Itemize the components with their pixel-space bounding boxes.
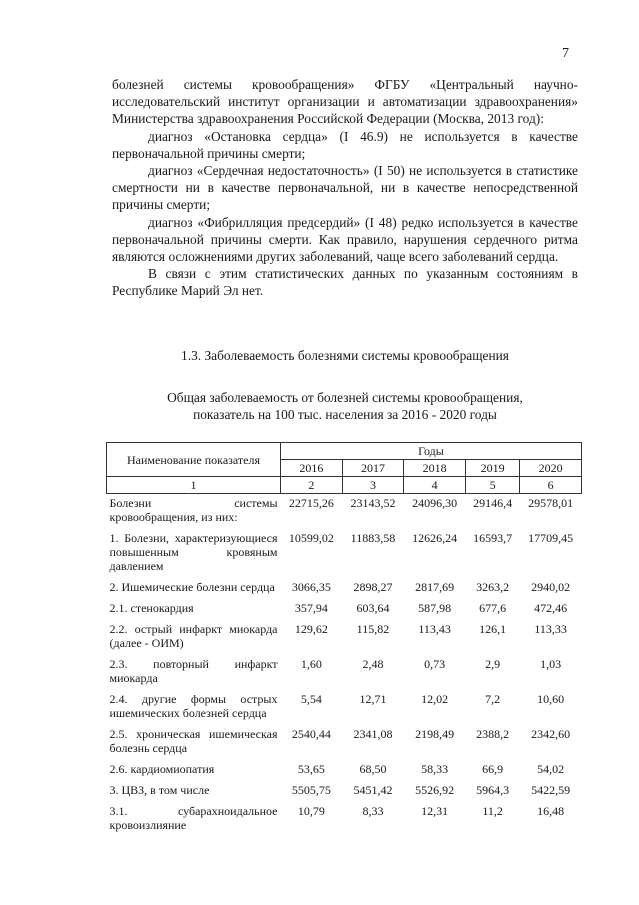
header-indicator-name: Наименование показателя [107, 443, 281, 477]
column-number: 3 [342, 477, 404, 494]
paragraph: диагноз «Остановка сердца» (I 46.9) не используется в качестве первоначальной причины смерти; [112, 128, 578, 161]
row-value: 12626,24 [412, 531, 458, 545]
paragraph: В связи с этим статистических данных по указанным состояниям в Республике Марий Эл нет. [112, 266, 578, 299]
body-text [112, 76, 578, 300]
table-row [107, 802, 582, 837]
header-year: 2017 [342, 460, 404, 477]
table-row [107, 655, 582, 690]
row-value: 11,2 [482, 804, 503, 818]
row-value: 5505,75 [291, 783, 331, 797]
row-value: 587,98 [418, 601, 452, 615]
row-value: 0,73 [424, 657, 446, 671]
header-year: 2020 [520, 460, 582, 477]
row-value: 29578,01 [528, 496, 574, 510]
row-value: 66,9 [482, 762, 504, 776]
row-value: 2388,2 [476, 727, 510, 741]
row-value: 603,64 [356, 601, 390, 615]
table-row [107, 725, 582, 760]
row-name: 2.4. другие формы острых ишемических болезней сердца [109, 692, 278, 720]
row-value: 10599,02 [288, 531, 334, 545]
row-value: 3066,35 [291, 580, 331, 594]
row-value: 12,31 [421, 804, 449, 818]
row-name: 2.2. острый инфаркт миокарда (далее - ОИМ) [109, 622, 278, 650]
section-heading: 1.3. Заболеваемость болезнями системы кровообращения [181, 348, 509, 363]
row-value: 357,94 [294, 601, 328, 615]
row-value: 113,33 [534, 622, 567, 636]
table-row [107, 578, 582, 599]
row-value: 126,1 [479, 622, 507, 636]
table-row [107, 781, 582, 802]
row-value: 10,60 [537, 692, 565, 706]
row-name: 2.1. стенокардия [109, 601, 194, 615]
row-value: 10,79 [297, 804, 325, 818]
row-value: 54,02 [537, 762, 565, 776]
table-row [107, 599, 582, 620]
row-value: 5,54 [300, 692, 322, 706]
row-value: 11883,58 [350, 531, 396, 545]
row-value: 3263,2 [476, 580, 510, 594]
table-row [107, 690, 582, 725]
table-row [107, 760, 582, 781]
paragraph: диагноз «Сердечная недостаточность» (I 50) не используется в статистике смертности ни в качестве первоначальной, ни в качестве непосредственной причины смерти; [112, 163, 578, 213]
row-value: 22715,26 [288, 496, 334, 510]
row-value: 58,33 [421, 762, 449, 776]
row-value: 2540,44 [291, 727, 331, 741]
page-number: 7 [562, 46, 569, 61]
row-value: 2,48 [362, 657, 384, 671]
row-value: 2,9 [485, 657, 501, 671]
column-number: 5 [465, 477, 519, 494]
table-row [107, 620, 582, 655]
row-value: 68,50 [359, 762, 387, 776]
row-name: 2.5. хроническая ишемическая болезнь сердца [109, 727, 278, 755]
row-name: 3. ЦВЗ, в том числе [109, 783, 210, 797]
row-value: 16593,7 [473, 531, 513, 545]
header-year: 2018 [404, 460, 466, 477]
column-number: 1 [107, 477, 281, 494]
row-value: 12,71 [359, 692, 387, 706]
row-value: 5964,3 [476, 783, 510, 797]
column-number: 4 [404, 477, 466, 494]
row-value: 53,65 [297, 762, 325, 776]
column-number: 2 [281, 477, 343, 494]
row-name: 1. Болезни, характеризующиеся повышенным кровяным давлением [109, 531, 278, 573]
row-value: 12,02 [421, 692, 449, 706]
row-value: 2817,69 [415, 580, 455, 594]
row-value: 7,2 [485, 692, 501, 706]
row-value: 472,46 [534, 601, 568, 615]
header-year: 2016 [281, 460, 343, 477]
column-number: 6 [520, 477, 582, 494]
row-name: Болезни системы кровообращения, из них: [109, 496, 278, 524]
header-years: Годы [281, 443, 582, 460]
table-title-line: Общая заболеваемость от болезней системы кровообращения, [167, 390, 523, 405]
row-value: 115,82 [356, 622, 390, 636]
morbidity-table [106, 442, 582, 837]
row-value: 5451,42 [353, 783, 393, 797]
row-value: 129,62 [294, 622, 328, 636]
row-name: 2. Ишемические болезни сердца [109, 580, 275, 594]
row-value: 1,60 [300, 657, 322, 671]
table-row [107, 494, 582, 530]
row-value: 2198,49 [415, 727, 455, 741]
table-title-line: показатель на 100 тыс. населения за 2016 - 2020 годы [193, 407, 497, 422]
row-value: 2898,27 [353, 580, 393, 594]
row-value: 24096,30 [412, 496, 458, 510]
row-value: 2342,60 [531, 727, 571, 741]
row-value: 29146,4 [473, 496, 513, 510]
row-value: 5526,92 [415, 783, 455, 797]
header-year: 2019 [465, 460, 519, 477]
row-value: 1,03 [540, 657, 562, 671]
table-body [107, 494, 582, 838]
row-value: 23143,52 [350, 496, 396, 510]
row-value: 16,48 [537, 804, 565, 818]
row-name: 2.6. кардиомиопатия [109, 762, 215, 776]
row-value: 2341,08 [353, 727, 393, 741]
row-value: 2940,02 [531, 580, 571, 594]
table-row [107, 529, 582, 578]
row-value: 8,33 [362, 804, 384, 818]
row-name: 3.1. субарахноидальное кровоизлияние [109, 804, 278, 832]
row-value: 677,6 [479, 601, 507, 615]
row-value: 113,43 [418, 622, 451, 636]
paragraph: диагноз «Фибрилляция предсердий» (I 48) редко используется в качестве первоначальной причины смерти. Как правило, нарушения сердечного ритма являются осложнениями других заболеваний, чаще всего заболеваний сердца. [112, 214, 578, 265]
row-name: 2.3. повторный инфаркт миокарда [109, 657, 278, 685]
table-title [112, 389, 578, 423]
row-value: 5422,59 [531, 783, 571, 797]
row-value: 17709,45 [528, 531, 574, 545]
paragraph: болезней системы кровообращения» ФГБУ «Центральный научно-исследовательский институт организации и автоматизации здравоохранения» Министерства здравоохранения Российской Федерации (Москва, 2013 год): [112, 77, 578, 127]
